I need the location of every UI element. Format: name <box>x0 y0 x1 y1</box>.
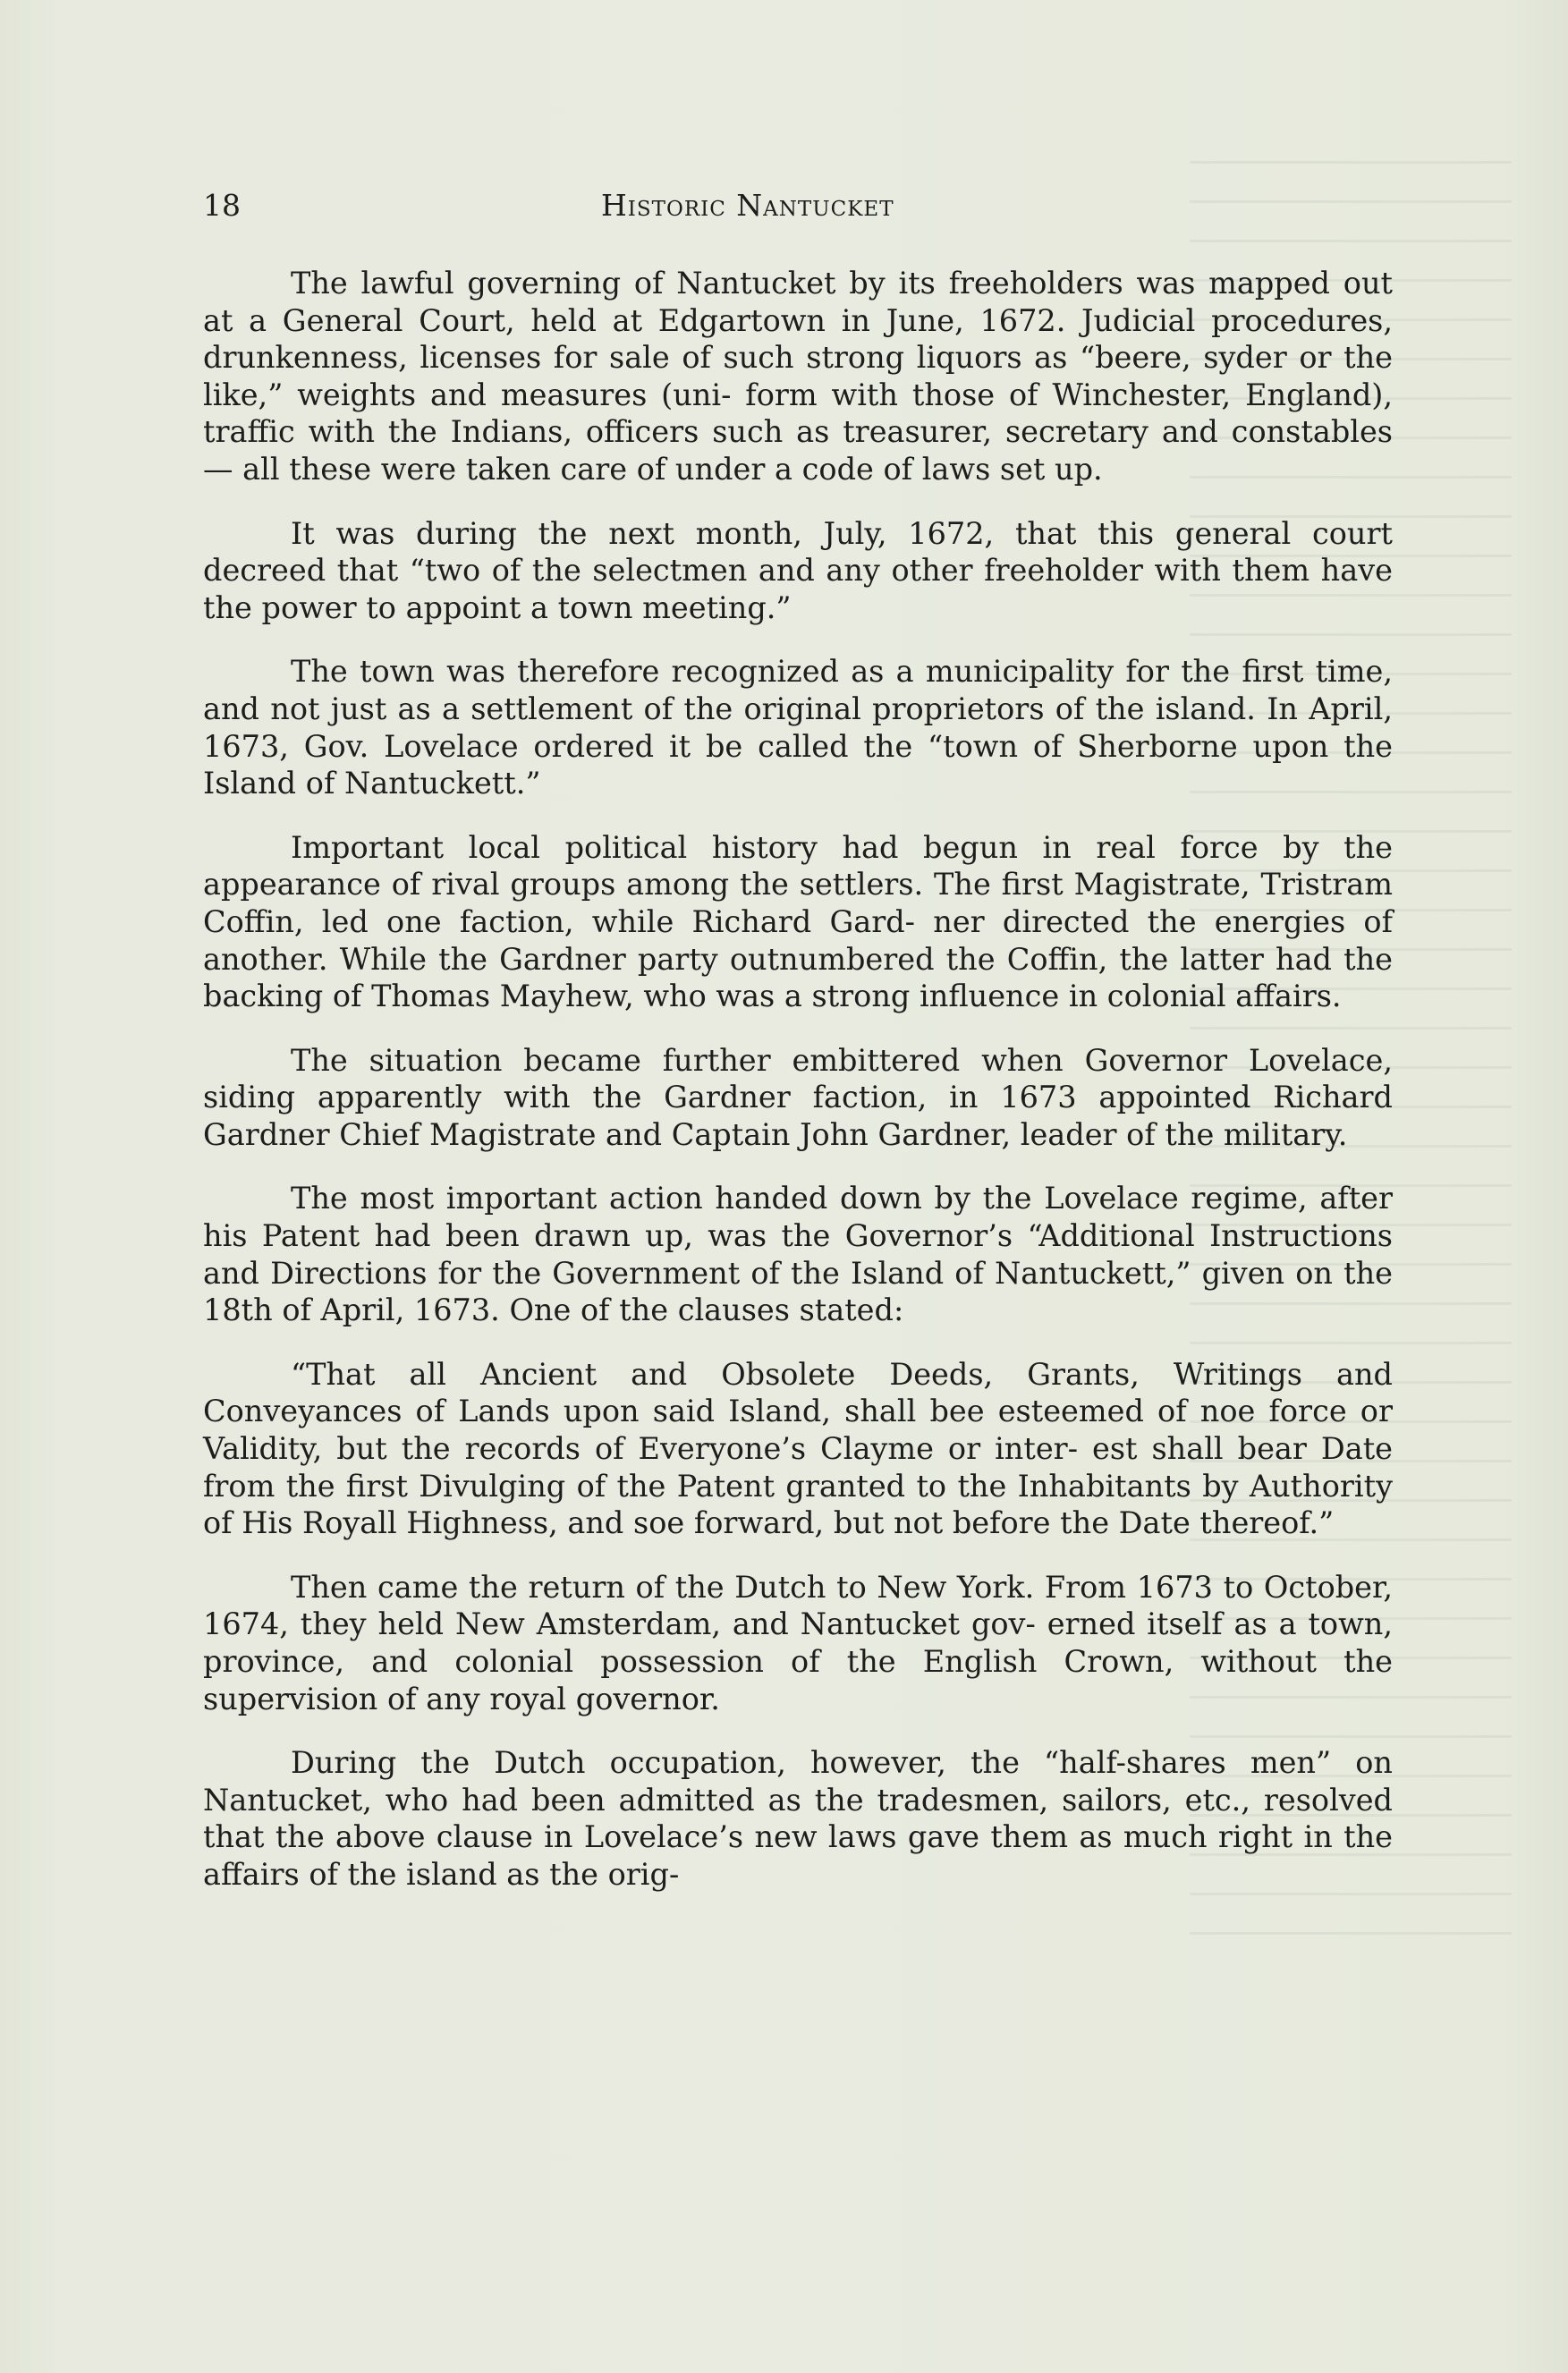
page-number: 18 <box>203 188 241 223</box>
body-text <box>203 265 1393 1920</box>
paragraph: During the Dutch occupation, however, the “half-shares men” on Nantucket, who had been admitted as the tradesmen, sailors, etc., resolved that the above clause in Lovelace’s new laws gave them as much right in the affairs of the island as the orig- <box>203 1745 1393 1892</box>
paragraph: It was during the next month, July, 1672, that this general court decreed that “two of the selectmen and any other freeholder with them have the power to appoint a town meeting.” <box>203 515 1393 625</box>
quotation-paragraph: “That all Ancient and Obsolete Deeds, Grants, Writings and Conveyances of Lands upon said Island, shall bee esteemed of noe force or Validity, but the records of Everyone’s Clayme or inter- est shall bear Date from the first Divulging of the Patent granted to the Inhabitants by Authority of His Royall Highness, and soe forward, but not before the Date thereof.” <box>203 1356 1393 1541</box>
paragraph: The most important action handed down by the Lovelace regime, after his Patent had been drawn up, was the Governor’s “Additional Instructions and Directions for the Government of the Island of Nantuckett,” given on the 18th of April, 1673. One of the clauses stated: <box>203 1181 1393 1328</box>
page-header <box>203 188 1393 224</box>
running-title: Historic Nantucket <box>601 188 894 223</box>
paragraph: Then came the return of the Dutch to New York. From 1673 to October, 1674, they held New Amsterdam, and Nantucket gov- erned itself as a town, province, and colonial possession of the English Crown, without the supervision of any royal governor. <box>203 1569 1393 1716</box>
paragraph: The lawful governing of Nantucket by its freeholders was mapped out at a General Court, held at Edgartown in June, 1672. Judicial procedures, drunkenness, licenses for sale of such strong liquors as “beere, syder or the like,” weights and measures (uni- form with those of Winchester, England), traffic with the Indians, officers such as treasurer, secretary and constables — all these were taken care of under a code of laws set up. <box>203 266 1393 487</box>
paragraph: The town was therefore recognized as a municipality for the first time, and not just as a settlement of the original proprietors of the island. In April, 1673, Gov. Lovelace ordered it be called the “town of Sherborne upon the Island of Nantuckett.” <box>203 654 1393 801</box>
paragraph: The situation became further embittered when Governor Lovelace, siding apparently with the Gardner faction, in 1673 appointed Richard Gardner Chief Magistrate and Captain John Gardner, leader of the military. <box>203 1042 1393 1152</box>
paragraph: Important local political history had begun in real force by the appearance of rival groups among the settlers. The first Magistrate, Tristram Coffin, led one faction, while Richard Gard- ner directed the energies of another. While the Gardner party outnumbered the Coffin, the latter had the backing of Thomas Mayhew, who was a strong influence in colonial affairs. <box>203 829 1393 1014</box>
